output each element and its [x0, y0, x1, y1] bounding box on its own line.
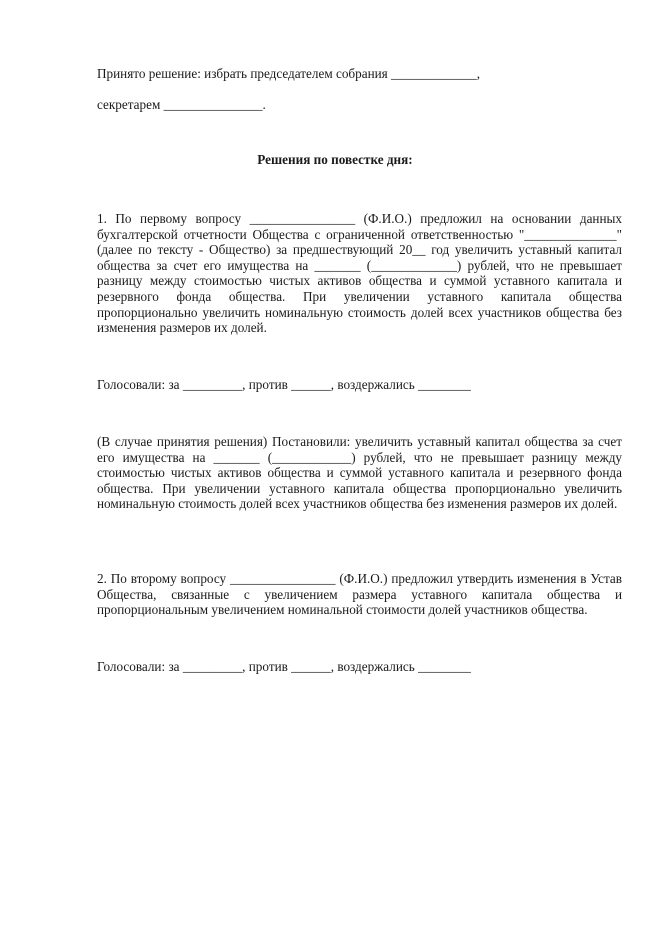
vote-line-1: Голосовали: за _________, против ______, воздержались ________ — [97, 377, 471, 392]
agenda-heading: Решения по повестке дня: — [257, 152, 413, 167]
secretary-election-line: секретарем _______________. — [97, 97, 266, 112]
agenda-item-1: 1. По первому вопросу ________________ (Ф.И.О.) предложил на основании данных бухгалтерской отчетности Общества с ограниченной ответственностью "______________" (далее по тексту - Общество) за предшествующий 20__ год увеличить уставный капитал общества за счет его имущества на _______ (_____________) рублей, что не превышает разницу между стоимостью чистых активов общества и суммой уставного капитала и резервного фонда общества. При увеличении уставного капитала общества пропорционально увеличить номинальную стоимость долей всех участников общества без изменения размеров их долей. — [97, 211, 622, 336]
resolution-1: (В случае принятия решения) Постановили: увеличить уставный капитал общества за счет его имущества на _______ (____________) рублей, что не превышает разницу между стоимостью чистых активов общества и суммой уставного капитала и резервного фонда общества. При увеличении уставного капитала общества пропорционально увеличить номинальную стоимость долей всех участников общества без изменения размеров их долей. — [97, 434, 622, 512]
chairman-election-line: Принято решение: избрать председателем собрания _____________, — [97, 66, 481, 81]
agenda-item-2: 2. По второму вопросу ________________ (Ф.И.О.) предложил утвердить изменения в Устав Общества, связанные с увеличением размера уставного капитала общества и пропорциональным увеличением номинальной стоимости долей участников общества. — [97, 571, 622, 618]
vote-line-2: Голосовали: за _________, против ______, воздержались ________ — [97, 659, 471, 674]
